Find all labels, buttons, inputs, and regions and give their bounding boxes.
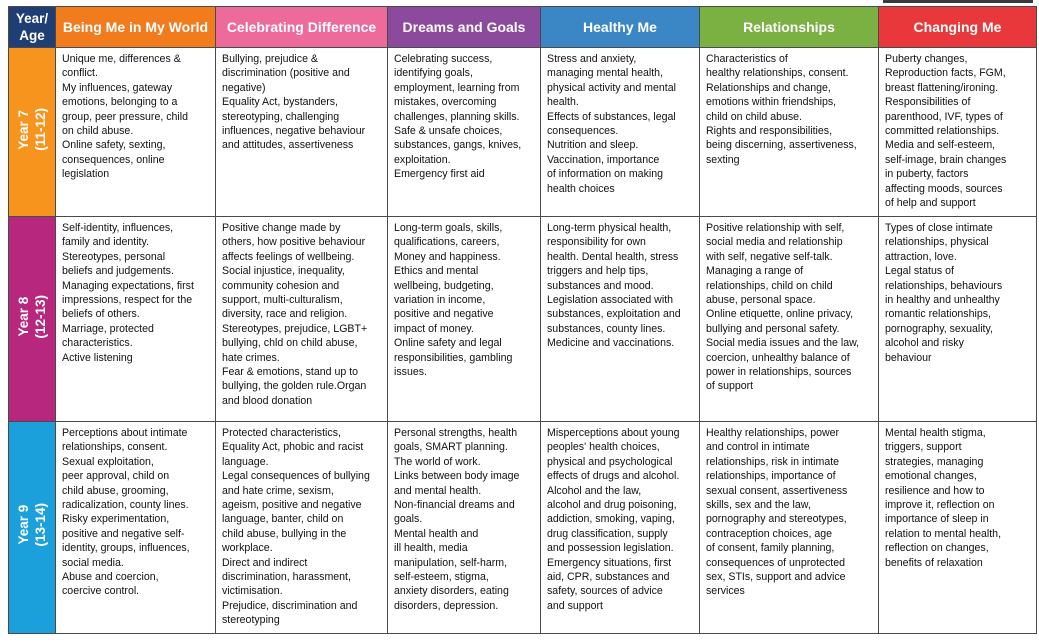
table-row — [9, 48, 1037, 217]
table-cell: Puberty changes, Reproduction facts, FGM, breast flattening/ironing. Responsibilities of parenthood, IVF, types of committed relationships. Media and self-esteem, self-image, brain changes in puberty, factors affecting moods, sources of help and support — [879, 48, 1037, 217]
table-cell: Perceptions about intimate relationships, consent. Sexual exploitation, peer approval, child on child abuse, grooming, radicalization, county lines. Risky experimentation, positive and negative self- identity, groups, influences, social media. Abuse and coercion, coercive control. — [56, 422, 216, 634]
year-cell — [9, 217, 56, 422]
year-cell — [9, 48, 56, 217]
window-edge-bar — [883, 0, 1033, 3]
table-cell: Self-identity, influences, family and identity. Stereotypes, personal beliefs and judgements. Managing expectations, first impressions, respect for the beliefs of others. Marriage, protected characteristics. Active listening — [56, 217, 216, 422]
column-header — [216, 7, 388, 48]
table-cell: Stress and anxiety, managing mental health, physical activity and mental health. Effects of substances, legal consequences. Nutrition and sleep. Vaccination, importance of information on making health choices — [541, 48, 700, 217]
table-cell: Long-term goals, skills, qualifications, careers, Money and happiness. Ethics and mental wellbeing, budgeting, variation in income, positive and negative impact of money. Online safety and legal responsibilities, gambling issues. — [388, 217, 541, 422]
header-row — [9, 7, 1037, 48]
table-cell: Types of close intimate relationships, physical attraction, love. Legal status of relationships, behaviours in healthy and unhealthy romantic relationships, pornography, sexuality, alcohol and risky behaviour — [879, 217, 1037, 422]
table-cell: Personal strengths, health goals, SMART planning. The world of work. Links between body image and mental health. Non-financial dreams and goals. Mental health and ill health, media manipulation, self-harm, self-esteem, stigma, anxiety disorders, eating disorders, depression. — [388, 422, 541, 634]
table-cell: Characteristics of healthy relationships, consent. Relationships and change, emotions within friendships, child on child abuse. Rights and responsibilities, being discerning, assertiveness, sexting — [700, 48, 879, 217]
year-age-header — [9, 7, 56, 48]
table-cell: Misperceptions about young peoples' health choices, physical and psychological effects of drugs and alcohol. Alcohol and the law, alcohol and drug poisoning, addiction, smoking, vaping, drug classification, supply and possession legislation. Emergency situations, first aid, CPR, substances and safety, sources of advice and support — [541, 422, 700, 634]
table-cell: Celebrating success, identifying goals, employment, learning from mistakes, overcoming challenges, planning skills. Safe & unsafe choices, substances, gangs, knives, exploitation. Emergency first aid — [388, 48, 541, 217]
table-cell: Unique me, differences & conflict. My influences, gateway emotions, belonging to a group, peer pressure, child on child abuse. Online safety, sexting, consequences, online legislation — [56, 48, 216, 217]
column-header-label: Dreams and Goals — [402, 19, 526, 35]
table-cell: Mental health stigma, triggers, support strategies, managing emotional changes, resilience and how to improve it, reflection on importance of sleep in relation to mental health, reflection on changes, benefits of relaxation — [879, 422, 1037, 634]
column-header — [541, 7, 700, 48]
column-header-label: Being Me in My World — [62, 19, 209, 35]
corner-label: Year/ Age — [15, 11, 49, 43]
table-cell: Protected characteristics, Equality Act, phobic and racist language. Legal consequences of bullying and hate crime, sexism, ageism, positive and negative language, banter, child on child abuse, bullying in the workplace. Direct and indirect discrimination, harassment, victimisation. Prejudice, discrimination and stereotyping — [216, 422, 388, 634]
year-label: Year 7 (11-12) — [16, 108, 48, 151]
table-cell: Positive relationship with self, social media and relationship with self, negative self-talk. Managing a range of relationships, child on child abuse, personal space. Online etiquette, online privacy, bullying and personal safety. Social media issues and the law, coercion, unhealthy balance of power in relationships, sources of support — [700, 217, 879, 422]
year-label: Year 8 (12-13) — [16, 294, 48, 339]
column-header — [388, 7, 541, 48]
table-cell: Bullying, prejudice & discrimination (positive and negative) Equality Act, bystanders, stereotyping, challenging influences, negative behaviour and attitudes, assertiveness — [216, 48, 388, 217]
curriculum-table — [8, 6, 1037, 634]
column-header — [879, 7, 1037, 48]
column-header-label: Celebrating Difference — [226, 19, 377, 35]
year-label: Year 9 (13-14) — [16, 503, 48, 547]
column-header — [56, 7, 216, 48]
table-cell: Healthy relationships, power and control in intimate relationships, risk in intimate relationships, importance of sexual consent, assertiveness skills, sex and the law, pornography and stereotypes, contraception choices, age of consent, family planning, consequences of unprotected sex, STIs, support and advice services — [700, 422, 879, 634]
table-row — [9, 422, 1037, 634]
column-header — [700, 7, 879, 48]
column-header-label: Relationships — [743, 19, 835, 35]
year-cell — [9, 422, 56, 634]
column-header-label: Changing Me — [913, 19, 1002, 35]
column-header-label: Healthy Me — [583, 19, 657, 35]
table-cell: Positive change made by others, how positive behaviour affects feelings of wellbeing. Social injustice, inequality, community cohesion and support, multi-culturalism, diversity, race and religion. Stereotypes, prejudice, LGBT+ bullying, chld on child abuse, hate crimes. Fear & emotions, stand up to bullying, the golden rule.Organ and blood donation — [216, 217, 388, 422]
table-row — [9, 217, 1037, 422]
table-cell: Long-term physical health, responsibility for own health. Dental health, stress triggers and help tips, substances and mood. Legislation associated with substances, exploitation and substances, county lines. Medicine and vaccinations. — [541, 217, 700, 422]
